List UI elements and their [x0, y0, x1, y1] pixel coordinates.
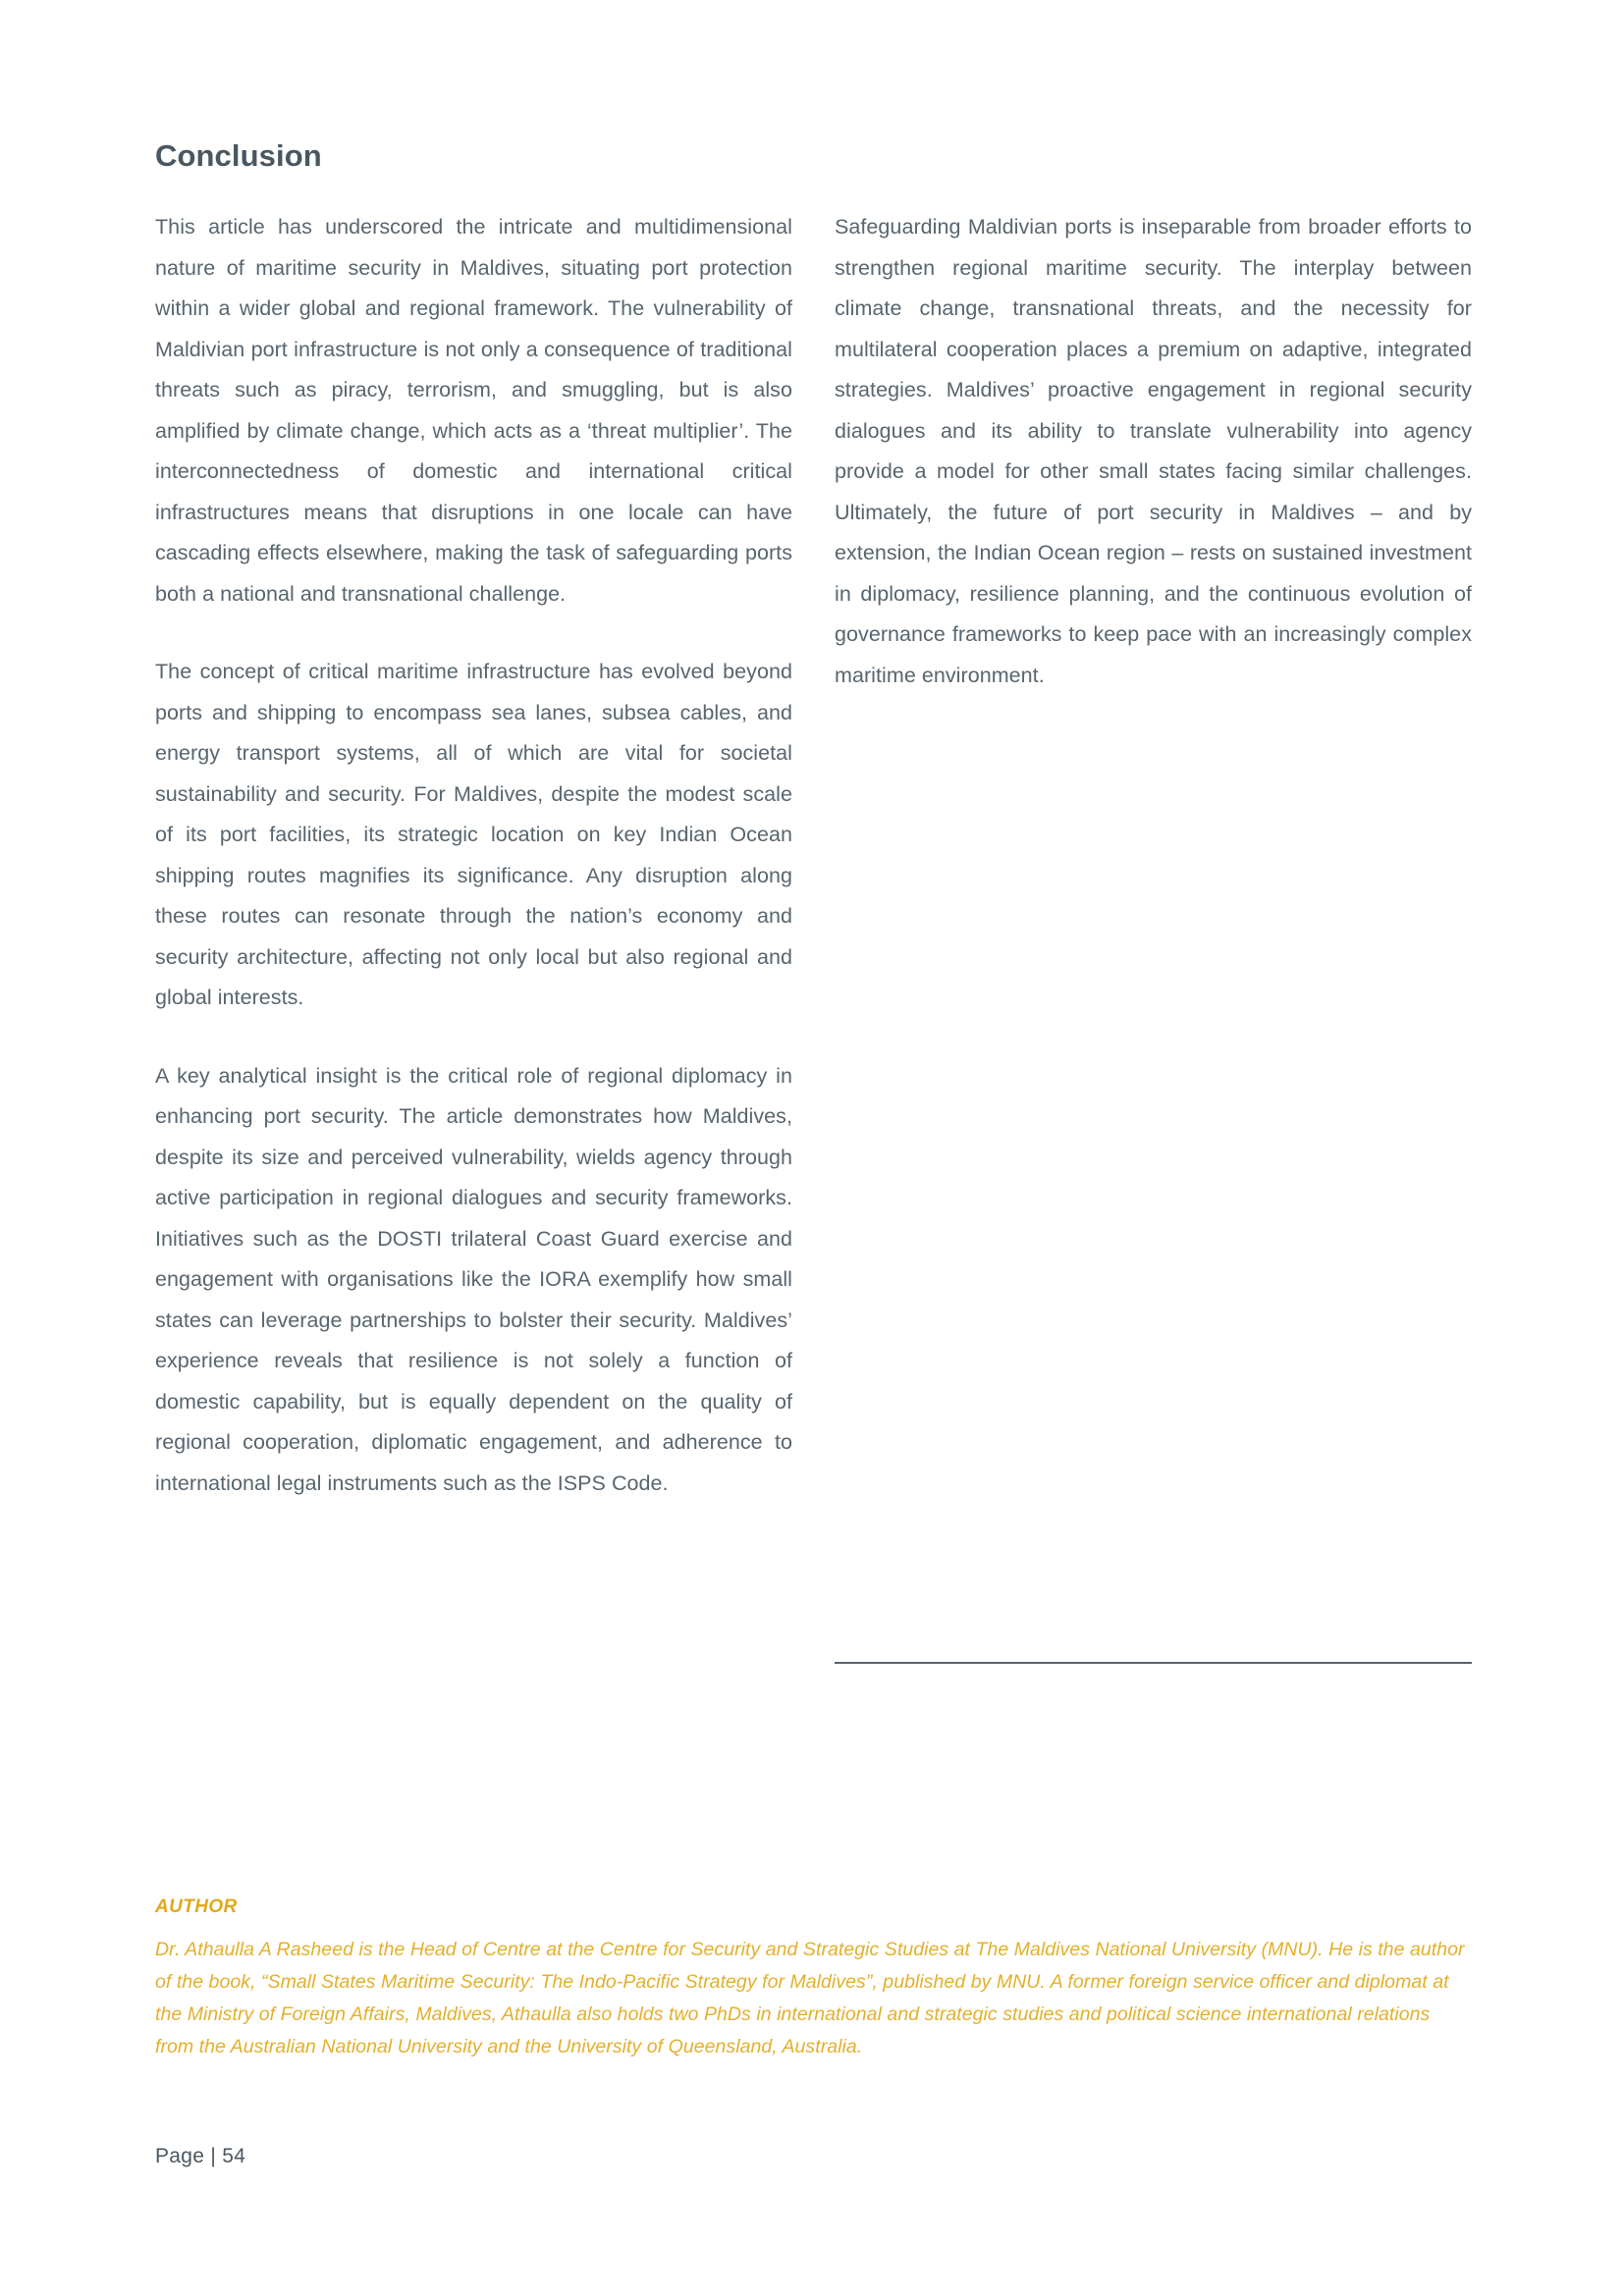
page-number: Page | 54	[155, 2145, 246, 2167]
horizontal-divider	[835, 1662, 1472, 1664]
author-block	[155, 1896, 1472, 2063]
left-column	[155, 207, 792, 1504]
paragraph: This article has underscored the intricate and multidimensional nature of maritime security in Maldives, situating port protection within a wider global and regional framework. The vulnerability of Maldivian port infrastructure is not only a consequence of traditional threats such as piracy, terrorism, and smuggling, but is also amplified by climate change, which acts as a ‘threat multiplier’. The interconnectedness of domestic and international critical infrastructures means that disruptions in one locale can have cascading effects elsewhere, making the task of safeguarding ports both a national and transnational challenge.	[155, 215, 792, 606]
paragraph: The concept of critical maritime infrastructure has evolved beyond ports and shipping to encompass sea lanes, subsea cables, and energy transport systems, all of which are vital for societal sustainability and security. For Maldives, despite the modest scale of its port facilities, its strategic location on key Indian Ocean shipping routes magnifies its significance. Any disruption along these routes can resonate through the nation’s economy and security architecture, affecting not only local but also regional and global interests.	[155, 660, 792, 1010]
article-content	[155, 137, 1472, 1581]
two-column-body	[155, 207, 1472, 1581]
page-title: Conclusion	[155, 138, 322, 173]
paragraph: Safeguarding Maldivian ports is inseparable from broader efforts to strengthen regional maritime security. The interplay between climate change, transnational threats, and the necessity for multilateral cooperation places a premium on adaptive, integrated strategies. Maldives’ proactive engagement in regional security dialogues and its ability to translate vulnerability into agency provide a model for other small states facing similar challenges. Ultimately, the future of port security in Maldives – and by extension, the Indian Ocean region – rests on sustained investment in diplomacy, resilience planning, and the continuous evolution of governance frameworks to keep pace with an increasingly complex maritime environment.	[835, 215, 1472, 687]
author-bio: Dr. Athaulla A Rasheed is the Head of Centre at the Centre for Security and Strategic Studies at The Maldives National University (MNU). He is the author of the book, “Small States Maritime Security: The Indo-Pacific Strategy for Maldives”, published by MNU. A former foreign service officer and diplomat at the Ministry of Foreign Affairs, Maldives, Athaulla also holds two PhDs in international and strategic studies and political science international relations from the Australian National University and the University of Queensland, Australia.	[155, 1939, 1465, 2057]
author-label: AUTHOR	[155, 1896, 238, 1917]
paragraph: A key analytical insight is the critical role of regional diplomacy in enhancing port security. The article demonstrates how Maldives, despite its size and perceived vulnerability, wields agency through active participation in regional dialogues and security frameworks. Initiatives such as the DOSTI trilateral Coast Guard exercise and engagement with organisations like the IORA exemplify how small states can leverage partnerships to bolster their security. Maldives’ experience reveals that resilience is not solely a function of domestic capability, but is equally dependent on the quality of regional cooperation, diplomatic engagement, and adherence to international legal instruments such as the ISPS Code.	[155, 1063, 792, 1495]
right-column	[835, 207, 1472, 1581]
